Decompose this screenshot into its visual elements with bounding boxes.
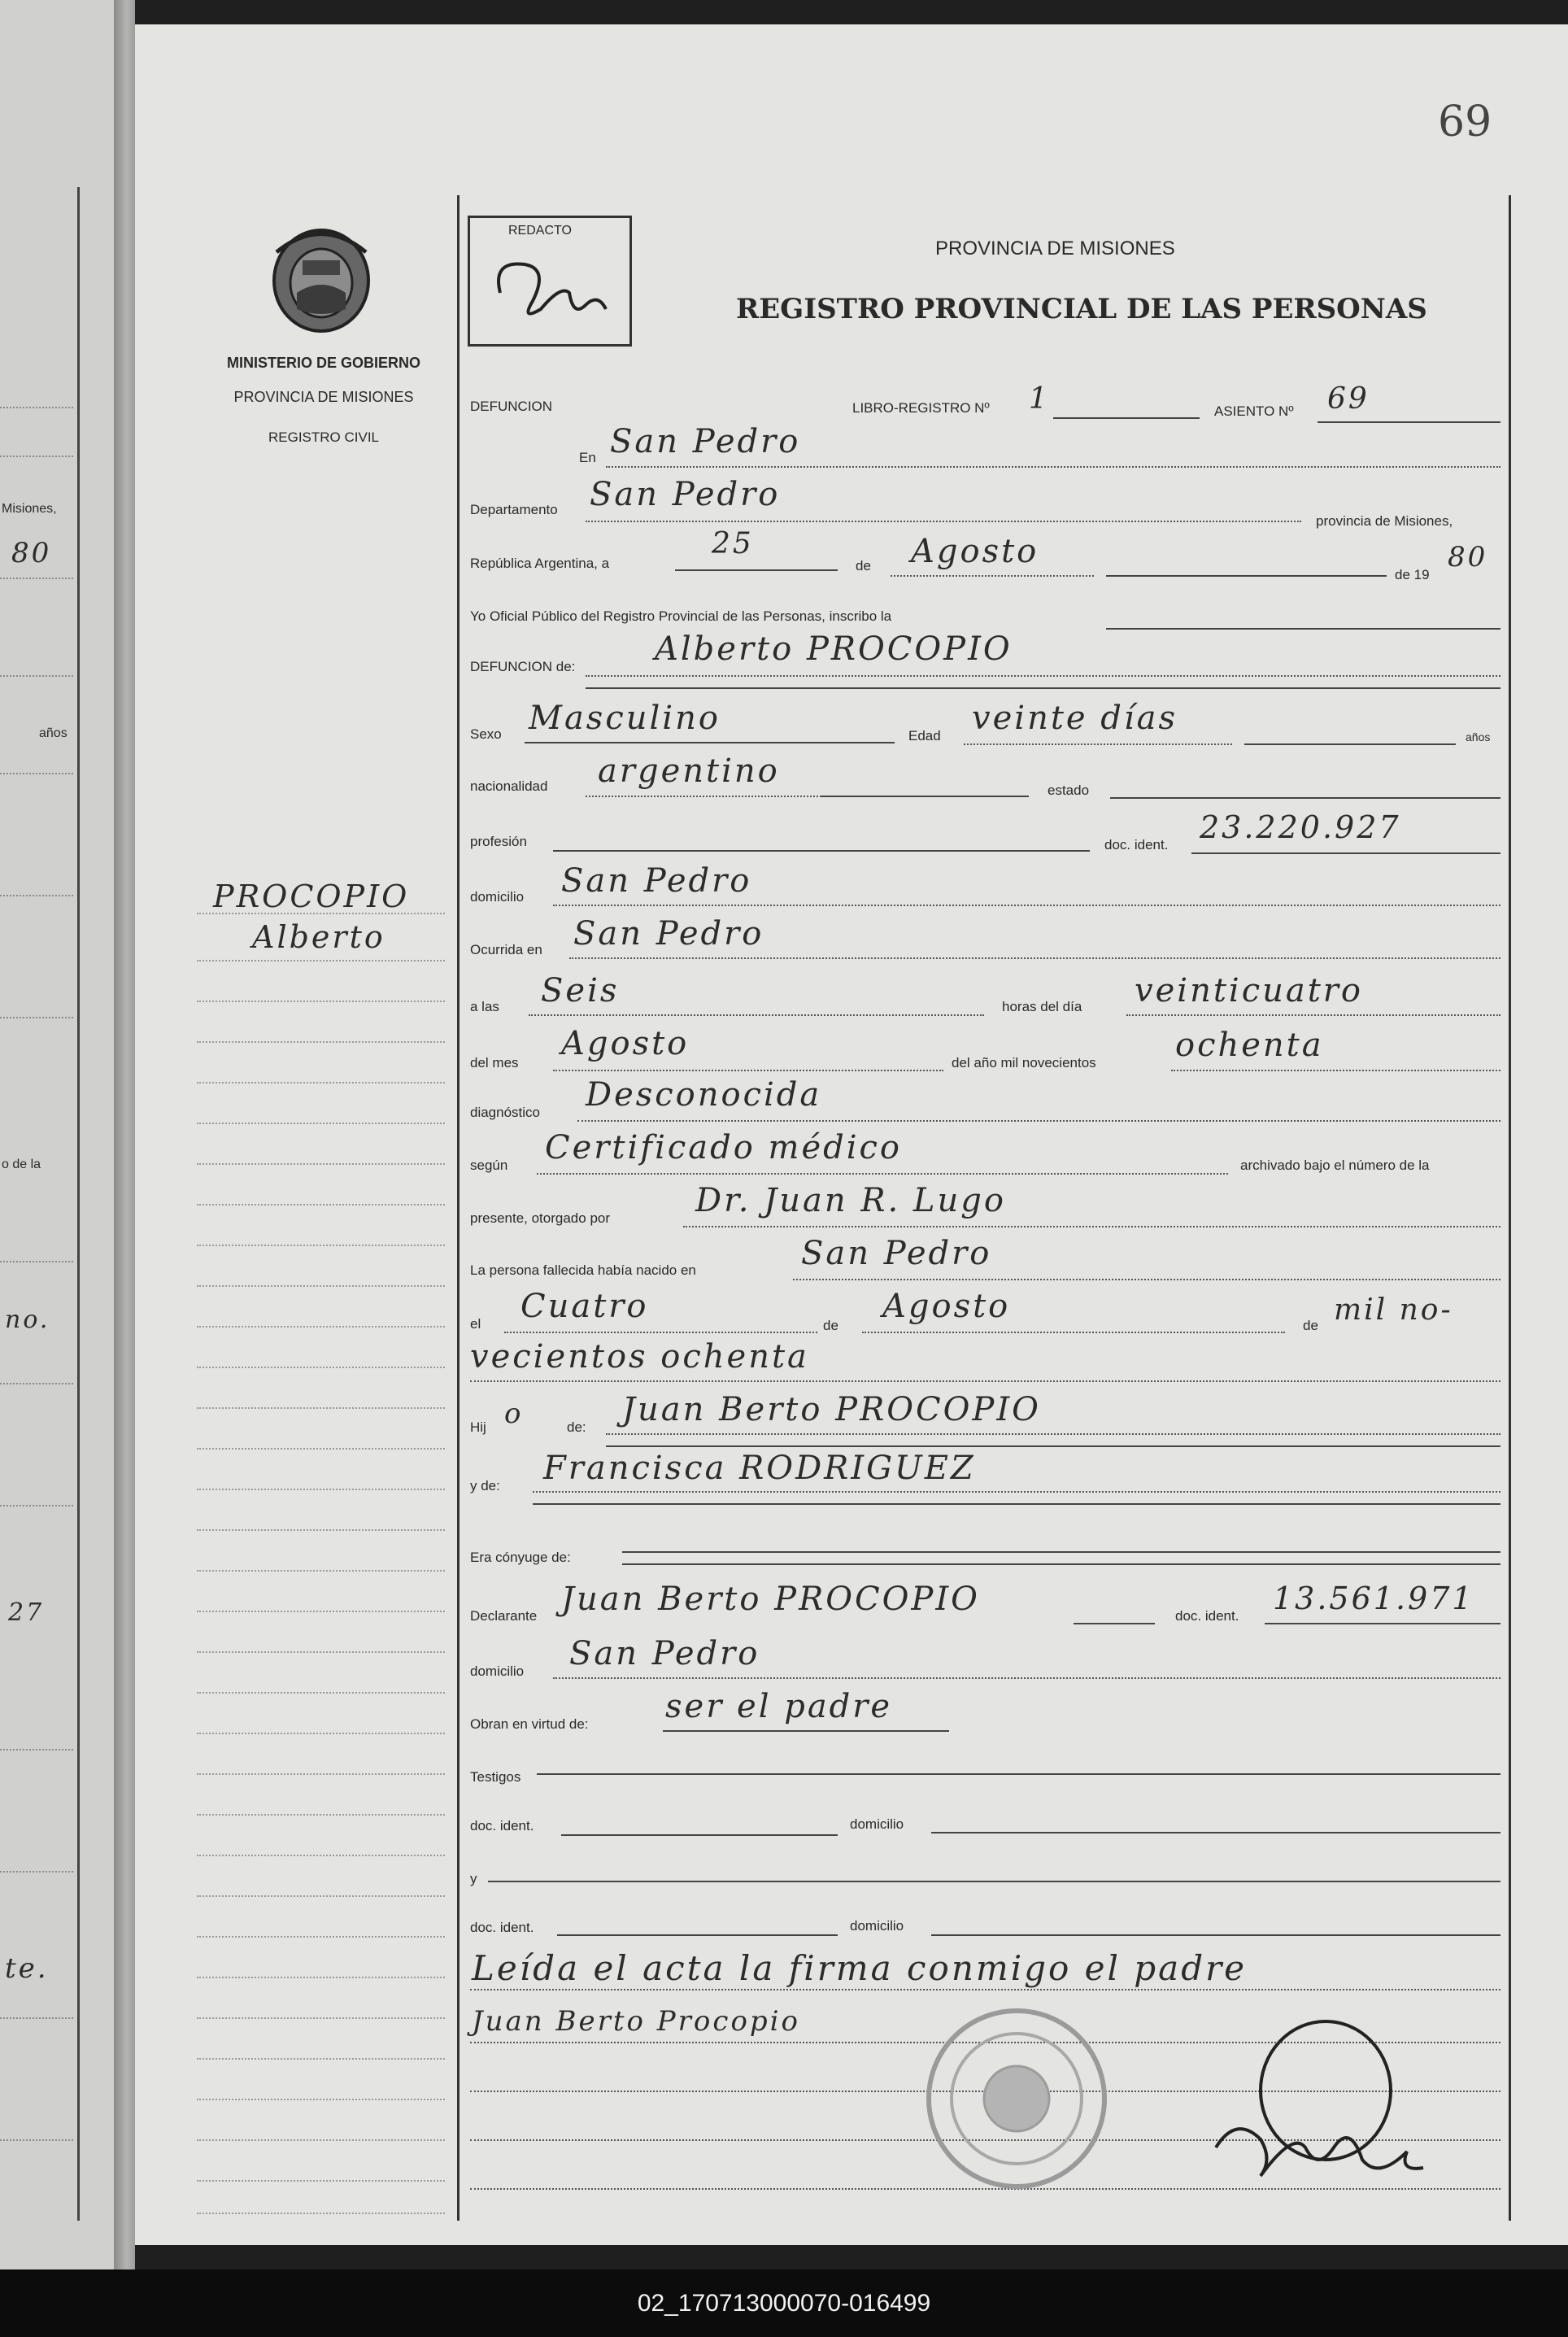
- civil-registry-label: REGISTRO CIVIL: [268, 429, 380, 445]
- declarante-doc-label: doc. ident.: [1175, 1608, 1239, 1624]
- declarante-doc-value: 13.561.971: [1273, 1581, 1474, 1616]
- book-spine: [114, 0, 135, 2269]
- a-las-value: Seis: [541, 972, 620, 1009]
- sexo-label: Sexo: [470, 726, 502, 742]
- initials-signature-icon: [484, 244, 614, 338]
- del-ano-value: ochenta: [1175, 1027, 1324, 1064]
- registry-title: REGISTRO PROVINCIAL DE LAS PERSONAS: [736, 293, 1427, 325]
- en-value: San Pedro: [610, 423, 801, 460]
- asiento-label: ASIENTO Nº: [1214, 403, 1294, 419]
- otorgado-value: Dr. Juan R. Lugo: [695, 1182, 1006, 1219]
- y-de-label: y de:: [470, 1478, 500, 1493]
- left-fragment: Misiones,: [2, 502, 57, 516]
- ano-value: 80: [1448, 541, 1488, 573]
- left-page-rule: [0, 773, 73, 774]
- left-page-rule: [0, 1505, 73, 1506]
- testigo2-doc-label: doc. ident.: [470, 1920, 534, 1935]
- archivado-label: archivado bajo el número de la: [1240, 1158, 1430, 1173]
- de-19-label: de 19: [1395, 567, 1430, 582]
- declarante-domicilio-value: San Pedro: [569, 1635, 760, 1672]
- del-mes-label: del mes: [470, 1055, 519, 1070]
- official-seal-icon: [919, 2001, 1114, 2200]
- defuncion-label: DEFUNCION: [470, 399, 553, 414]
- nacionalidad-label: nacionalidad: [470, 778, 548, 794]
- defuncion-de-label: DEFUNCION de:: [470, 659, 576, 674]
- declarante-domicilio-label: domicilio: [470, 1663, 525, 1679]
- en-label: En: [579, 450, 596, 465]
- madre-value: Francisca RODRIGUEZ: [543, 1450, 976, 1487]
- dia-value: 25: [712, 527, 754, 560]
- closing-line-1: Leída el acta la firma conmigo el padre: [472, 1948, 1248, 1988]
- ocurrida-value: San Pedro: [573, 915, 764, 953]
- segun-label: según: [470, 1158, 508, 1173]
- mes-value: Agosto: [911, 533, 1039, 570]
- left-fragment: no.: [5, 1306, 50, 1334]
- left-page-rule: [0, 1017, 73, 1018]
- right-border: [1509, 195, 1511, 2221]
- left-page-margin-line: [77, 187, 80, 2221]
- left-fragment: años: [39, 726, 68, 740]
- doc-ident-value: 23.220.927: [1200, 809, 1401, 845]
- hij-label: Hij: [470, 1419, 486, 1435]
- de-ano-label: de: [1303, 1318, 1318, 1333]
- declarante-label: Declarante: [470, 1608, 538, 1624]
- conyuge-label: Era cónyuge de:: [470, 1550, 571, 1565]
- asiento-value: 69: [1327, 382, 1370, 416]
- departamento-label: Departamento: [470, 502, 558, 517]
- libro-value: 1: [1029, 382, 1050, 416]
- libro-label: LIBRO-REGISTRO Nº: [852, 400, 990, 416]
- declarante-value: Juan Berto PROCOPIO: [561, 1581, 980, 1618]
- province-title: PROVINCIA DE MISIONES: [935, 238, 1175, 259]
- de-ano-continuation: vecientos ochenta: [470, 1338, 809, 1376]
- de-mes-value: Agosto: [882, 1288, 1011, 1325]
- sexo-value: Masculino: [529, 700, 721, 737]
- de-ano-value: mil no-: [1334, 1293, 1453, 1327]
- segun-value: Certificado médico: [545, 1129, 902, 1166]
- republica-label: República Argentina, a: [470, 556, 610, 571]
- doc-ident-label: doc. ident.: [1104, 837, 1169, 852]
- a-las-label: a las: [470, 999, 499, 1014]
- left-page-rule: [0, 895, 73, 896]
- obran-label: Obran en virtud de:: [470, 1716, 589, 1732]
- column-divider: [457, 195, 460, 2221]
- left-page-rule: [0, 456, 73, 457]
- margin-note-name: Alberto: [252, 919, 385, 955]
- domicilio-label: domicilio: [470, 889, 525, 905]
- left-page-rule: [0, 2017, 73, 2019]
- testigo2-domicilio-label: domicilio: [850, 1918, 904, 1934]
- edad-label: Edad: [908, 728, 941, 743]
- testigo1-doc-label: doc. ident.: [470, 1818, 534, 1833]
- testigo2-y-label: y: [470, 1871, 477, 1886]
- profesion-label: profesión: [470, 834, 527, 849]
- del-mes-value: Agosto: [561, 1025, 690, 1062]
- left-fragment: 27: [8, 1598, 45, 1627]
- image-caption: 02_170713000070-016499: [637, 2290, 931, 2317]
- left-page-rule: [0, 675, 73, 677]
- left-page-rule: [0, 1261, 73, 1262]
- left-page: [0, 0, 114, 2269]
- left-page-rule: [0, 1749, 73, 1751]
- nacido-value: San Pedro: [801, 1235, 992, 1272]
- el-value: Cuatro: [520, 1288, 649, 1325]
- de-mes-label: de: [823, 1318, 838, 1333]
- provincia-label: provincia de Misiones,: [1316, 513, 1453, 529]
- padre-value: Juan Berto PROCOPIO: [622, 1391, 1041, 1428]
- redacto-label: REDACTO: [508, 224, 572, 238]
- page-number: 69: [1438, 98, 1492, 146]
- left-page-rule: [0, 578, 73, 579]
- del-ano-label: del año mil novecientos: [952, 1055, 1096, 1070]
- testigo1-domicilio-label: domicilio: [850, 1816, 904, 1832]
- official-signature-icon: [1204, 2017, 1431, 2208]
- left-page-rule: [0, 1871, 73, 1873]
- coat-of-arms-icon: [260, 220, 382, 338]
- edad-value: veinte días: [972, 700, 1178, 737]
- left-page-rule: [0, 1383, 73, 1384]
- left-page-rule: [0, 2139, 73, 2141]
- left-fragment: o de la: [2, 1158, 41, 1171]
- de-label: de: [856, 558, 871, 573]
- yo-oficial-text: Yo Oficial Público del Registro Provincial de las Personas, inscribo la: [470, 608, 892, 624]
- horas-label: horas del día: [1002, 999, 1082, 1014]
- ministry-province: PROVINCIA DE MISIONES: [233, 389, 414, 405]
- horas-value: veinticuatro: [1135, 972, 1363, 1009]
- ministry-title: MINISTERIO DE GOBIERNO: [226, 355, 421, 371]
- margin-note-surname: PROCOPIO: [213, 879, 410, 914]
- departamento-value: San Pedro: [590, 476, 781, 513]
- left-page-rule: [0, 407, 73, 408]
- ocurrida-label: Ocurrida en: [470, 942, 542, 957]
- el-label: el: [470, 1316, 481, 1332]
- estado-label: estado: [1048, 783, 1090, 798]
- nacionalidad-value: argentino: [598, 752, 780, 790]
- hijo-de-label: de:: [567, 1419, 586, 1435]
- left-fragment: te.: [5, 1952, 49, 1985]
- hijo-suffix: o: [504, 1397, 524, 1430]
- domicilio-value: San Pedro: [561, 862, 752, 900]
- anos-label: años: [1466, 730, 1491, 743]
- left-fragment: 80: [11, 537, 52, 569]
- diagnostico-value: Desconocida: [586, 1076, 822, 1114]
- obran-value: ser el padre: [665, 1688, 893, 1725]
- testigos-label: Testigos: [470, 1769, 521, 1785]
- nombre-value: Alberto PROCOPIO: [655, 630, 1013, 668]
- presente-label: presente, otorgado por: [470, 1210, 611, 1226]
- nacido-label: La persona fallecida había nacido en: [470, 1262, 696, 1278]
- closing-line-2: Juan Berto Procopio: [472, 2005, 801, 2038]
- diagnostico-label: diagnóstico: [470, 1105, 541, 1120]
